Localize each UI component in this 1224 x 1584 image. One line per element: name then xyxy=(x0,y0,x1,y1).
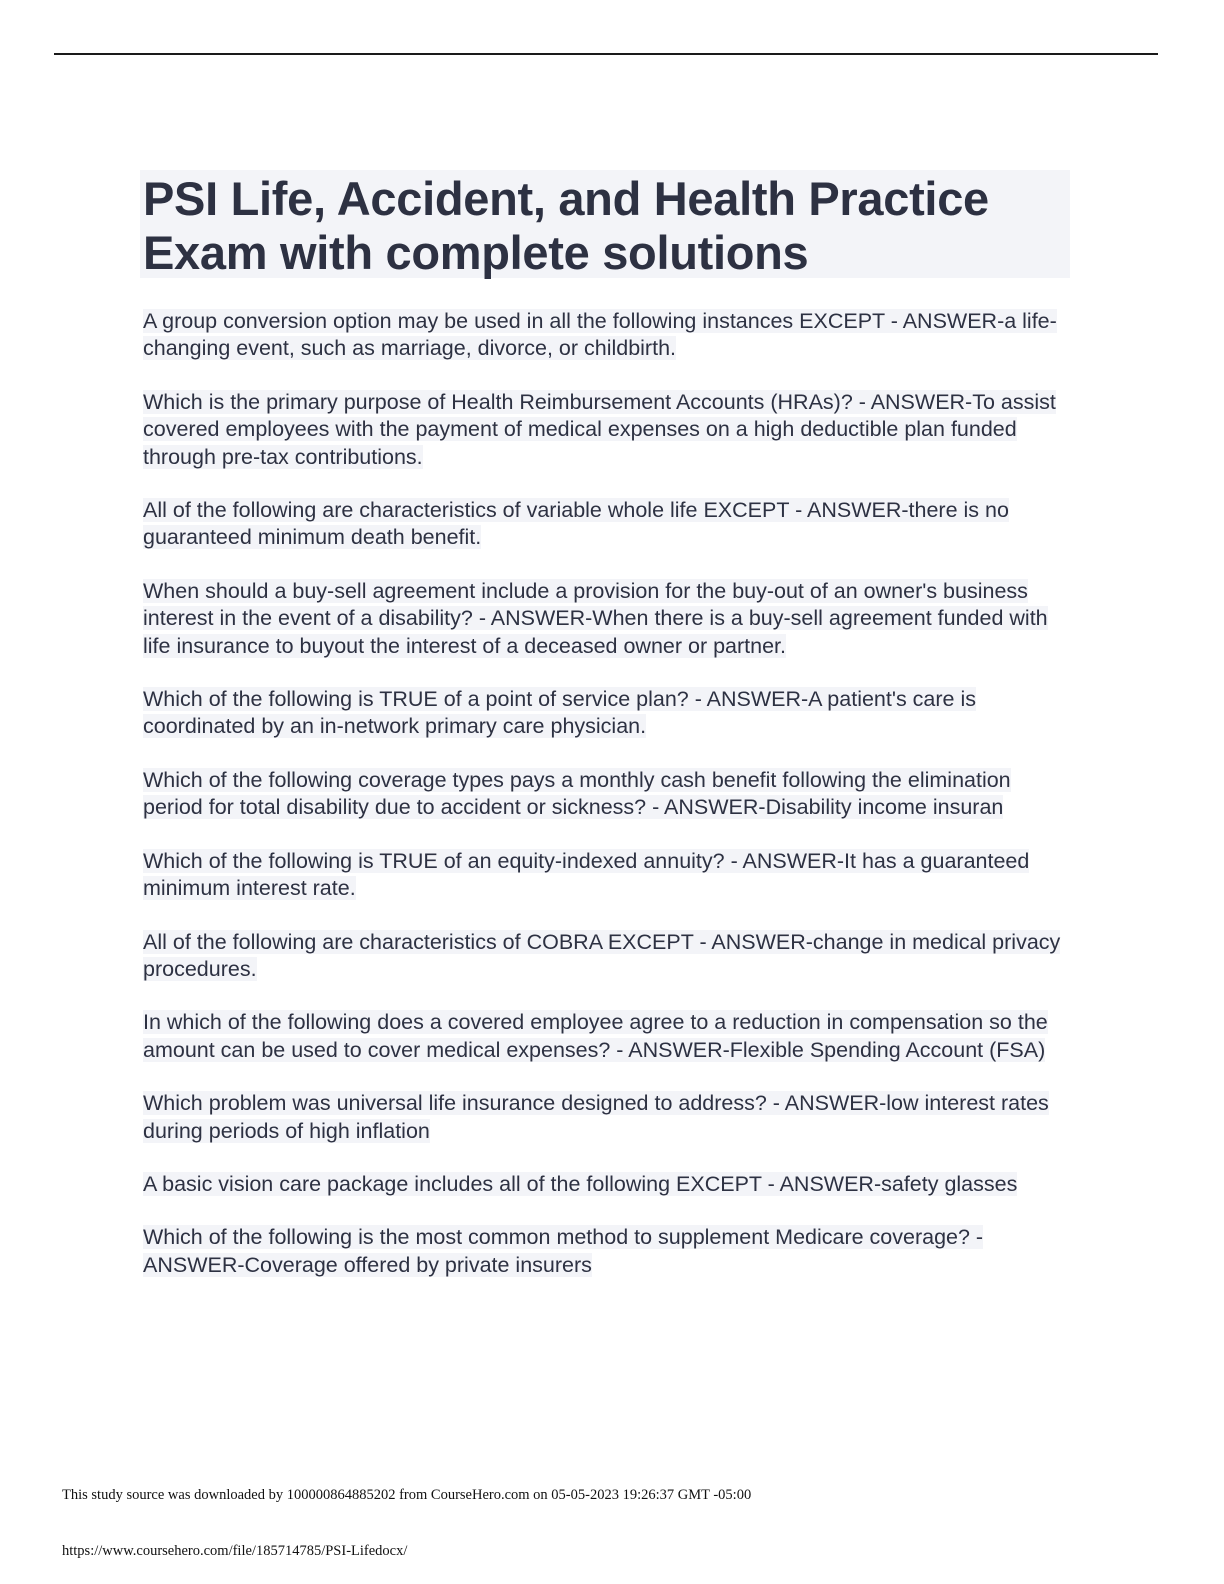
qa-item xyxy=(143,686,1073,741)
footer-source-line: This study source was downloaded by 100000864885202 from CourseHero.com on 05-05-2023 19:26:37 GMT -05:00 xyxy=(62,1487,752,1503)
qa-item xyxy=(143,848,1073,903)
page-title: PSI Life, Accident, and Health Practice Exam with complete solutions xyxy=(143,172,989,279)
qa-text: Which of the following coverage types pays a monthly cash benefit following the elimination period for total disability due to accident or sickness? - ANSWER-Disability income insuran xyxy=(143,767,1011,820)
qa-text: In which of the following does a covered employee agree to a reduction in compensation so the amount can be used to cover medical expenses? - ANSWER-Flexible Spending Account (FSA) xyxy=(143,1010,1048,1062)
qa-text: Which of the following is the most common method to supplement Medicare coverage? - ANSWER-Coverage offered by private insurers xyxy=(143,1225,984,1277)
qa-list xyxy=(143,308,1073,1305)
qa-item xyxy=(143,389,1073,471)
qa-item xyxy=(143,308,1073,363)
qa-text: When should a buy-sell agreement include a provision for the buy-out of an owner's business interest in the event of a disability? - ANSWER-When there is a buy-sell agreement funded with life insurance to buyout the interest of a deceased owner or partner. xyxy=(143,578,1048,658)
footer-url-link[interactable]: https://www.coursehero.com/file/185714785/PSI-Lifedocx/ xyxy=(62,1543,408,1559)
qa-text: Which of the following is TRUE of a point of service plan? - ANSWER-A patient's care is coordinated by an in-network primary care physician. xyxy=(143,687,977,739)
qa-text: All of the following are characteristics of COBRA EXCEPT - ANSWER-change in medical privacy procedures. xyxy=(143,929,1061,981)
qa-text: All of the following are characteristics of variable whole life EXCEPT - ANSWER-there is no guaranteed minimum death benefit. xyxy=(143,498,1009,550)
qa-item xyxy=(143,1090,1073,1145)
qa-text: Which problem was universal life insurance designed to address? - ANSWER-low interest rates during periods of high inflation xyxy=(143,1091,1049,1143)
qa-text: Which is the primary purpose of Health Reimbursement Accounts (HRAs)? - ANSWER-To assist covered employees with the payment of medical expenses on a high deductible plan funded through pre-tax contributions. xyxy=(143,389,1056,469)
qa-item xyxy=(143,1009,1073,1064)
qa-item xyxy=(143,767,1073,822)
qa-item xyxy=(143,1224,1073,1279)
qa-text: Which of the following is TRUE of an equity-indexed annuity? - ANSWER-It has a guaranteed minimum interest rate. xyxy=(143,848,1030,901)
qa-item xyxy=(143,497,1073,552)
qa-item xyxy=(143,578,1073,660)
qa-text: A group conversion option may be used in all the following instances EXCEPT - ANSWER-a life-changing event, such as marriage, divorce, or childbirth. xyxy=(143,309,1057,361)
title-block xyxy=(140,170,1070,278)
qa-item xyxy=(143,1171,1073,1198)
top-divider xyxy=(54,53,1158,55)
qa-text: A basic vision care package includes all of the following EXCEPT - ANSWER-safety glasses xyxy=(143,1171,1018,1196)
qa-item xyxy=(143,929,1073,984)
